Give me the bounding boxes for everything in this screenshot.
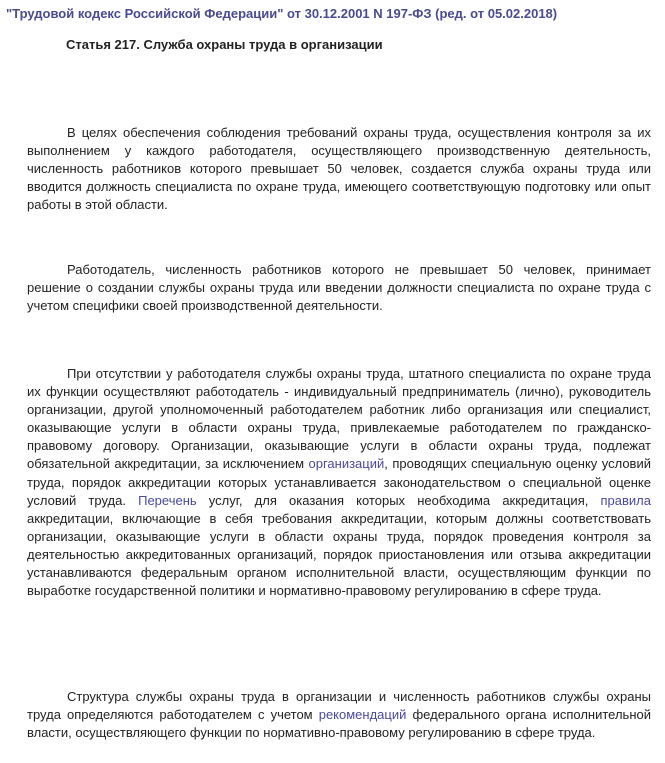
paragraph-3-text-4: аккредитации, включающие в себя требования аккредитации, которым должны соответствовать организации, оказывающие услуги в области охраны труда, порядок проведения контроля за деятельностью аккредитованных организаций, порядок приостановления или отзыва аккредитации устанавливаются федеральным органом исполнительной власти, осуществляющим функции по выработке государственной политики и нормативно-правовому регулированию в сфере труда. bbox=[27, 510, 651, 599]
recommendations-link[interactable]: рекомендаций bbox=[318, 707, 407, 723]
paragraph-2: Работодатель, численность работников которого не превышает 50 человек, принимает решение о создании службы охраны труда или введении должности специалиста по охране труда с учетом специфики своей производственной деятельности. bbox=[27, 262, 651, 314]
paragraph-4-text-1: Структура службы охраны труда в организации и численность работников службы охраны труда определяются работодателем с учетом bbox=[27, 689, 651, 723]
paragraph-3 bbox=[27, 365, 651, 600]
paragraph-4-text-2: федерального органа исполнительной власти, осуществляющего функции по нормативно-правовому регулированию в сфере труда. bbox=[27, 707, 651, 741]
paragraph-4 bbox=[27, 688, 651, 742]
accreditation-rules-link[interactable]: правила bbox=[600, 492, 651, 508]
article-title: Статья 217. Служба охраны труда в организации bbox=[66, 37, 383, 52]
document-title: "Трудовой кодекс Российской Федерации" от 30.12.2001 N 197-ФЗ (ред. от 05.02.2018) bbox=[6, 6, 558, 21]
organizations-link[interactable]: организаций bbox=[308, 456, 385, 472]
paragraph-3-text-1: При отсутствии у работодателя службы охраны труда, штатного специалиста по охране труда их функции осуществляют работодатель - индивидуальный предприниматель (лично), руководитель организации, другой уполномоченный работодателем работник либо организация или специалист, оказывающие услуги в области охраны труда, привлекаемые работодателем по гражданско-правовому договору. Организации, оказывающие услуги в области охраны труда, подлежат обязательной аккредитации, за исключением bbox=[27, 366, 651, 472]
paragraph-1: В целях обеспечения соблюдения требований охраны труда, осуществления контроля за их выполнением у каждого работодателя, осуществляющего производственную деятельность, численность работников которого превышает 50 человек, создается служба охраны труда или вводится должность специалиста по охране труда, имеющего соответствующую подготовку или опыт работы в этой области. bbox=[27, 125, 651, 213]
paragraph-3-text-3: услуг, для оказания которых необходима аккредитация, bbox=[196, 492, 601, 508]
services-list-link[interactable]: Перечень bbox=[138, 492, 197, 508]
paragraph-3-text-2: , проводящих специальную оценку условий труда, порядок аккредитации которых устанавливается законодательством о специальной оценке условий труда. bbox=[27, 456, 651, 508]
